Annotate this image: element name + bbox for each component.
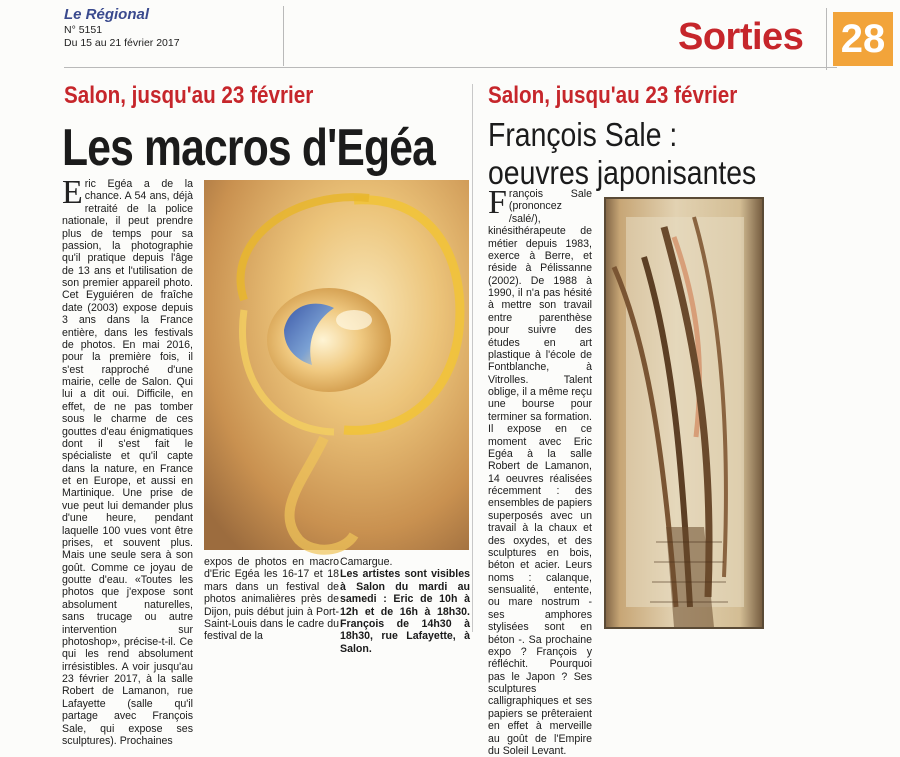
sculpture-photo xyxy=(604,197,764,629)
newspaper-logo: Le Régional xyxy=(64,6,150,23)
left-article-text-1: ric Egéa a de la chance. A 54 ans, déjà retraité de la police nationale, il peut prendre plus de temps pour sa passion, la photographie qu'il pratique depuis l'âge de 13 ans et l'utilisation de son premier appareil photo. Cet Eyguiéren de fraîche date (2003) expose depuis 3 ans dans la France entière, dans les festivals de photos. En mai 2016, pour la première fois, il s'est rapproché d'une mairie, celle de Salon. Qui lui a dit oui. Difficile, en effet, de ne pas tomber sous le charme de ces gouttes d'eau énigmatiques dont il s'est fait le spécialiste et qu'il capte dans la nature, en France et en Europe, et aussi en Martinique. Une prise de vue peut lui demander plus d'une heure, pendant laquelle 100 vues vont être prises, et souvent plus. Mais une seule sera à son goût. Comme ce joyau de goutte d'eau. «Toutes les photos que j'expose sont absolument naturelles, sans trucage ou autre intervention sur photoshop», précise-t-il. Ce qui les rend absolument irrésistibles. A voir jusqu'au 23 février 2017, à la salle Robert de Lamanon, rue Lafayette (salle qu'il partage avec François Sale, qui expose ses sculptures). Prochaines xyxy=(62,178,193,747)
issue-number: N° 5151 xyxy=(64,24,103,36)
left-article-column-2 xyxy=(204,556,339,643)
column-divider xyxy=(472,84,473,632)
left-article-kicker: Salon, jusqu'au 23 février xyxy=(64,82,314,109)
right-article-title-line-1: François Sale : xyxy=(488,116,678,153)
left-article-column-3 xyxy=(340,556,470,655)
left-article-column-1 xyxy=(62,174,193,747)
right-article-title xyxy=(488,116,756,192)
water-drop-photo-art xyxy=(204,180,469,550)
right-article-dropcap: F xyxy=(488,184,507,221)
left-article-text-2: expos de photos en macro d'Eric Egéa les 16-17 et 18 mars dans un festival de photos animalières près de Dijon, puis début juin à Port-Saint-Louis dans le cadre du festival de la xyxy=(204,556,339,643)
right-article-column xyxy=(488,184,592,757)
left-article-dropcap: E xyxy=(62,174,83,211)
sculpture-photo-frame xyxy=(604,197,764,629)
page-number-badge: 28 xyxy=(833,12,893,66)
section-title: Sorties xyxy=(678,16,804,58)
right-article-text: rançois Sale (prononcez /salé/), kinésithérapeute de métier depuis 1983, exerce à Berre, et réside à Pélissanne (2002). De 1988 à 1990, il n'a pas hésité à mettre son travail entre parenthèse pour suivre des études en art plastique à l'école de Fontblanche, à Vitrolles. Talent oblige, il a même reçu une bourse pour terminer sa formation. Il expose en ce moment avec Eric Egéa à la salle Robert de Lamanon, 14 oeuvres réalisées récemment : des ensembles de papiers superposés avec un travail à la chaux et des oxydes, et des sculptures en bois, béton et acier. Leurs noms : calanque, sensualité, entente, ou mare nostrum - ses amphores stylisées sont en béton -. Sa prochaine expo ? François y réfléchit. Pourquoi pas le Japon ? Ses sculptures calligraphiques et ses papiers se prêteraient en effet à merveille au goût de l'Empire du Soleil Levant. xyxy=(488,188,592,757)
right-article-kicker: Salon, jusqu'au 23 février xyxy=(488,82,738,109)
header-rule xyxy=(64,67,837,68)
left-article-title: Les macros d'Egéa xyxy=(62,119,436,177)
section-divider xyxy=(826,8,827,70)
left-article-text-3: Camargue. xyxy=(340,556,393,568)
issue-date: Du 15 au 21 février 2017 xyxy=(64,37,180,49)
right-article-title-line-2: oeuvres japonisantes xyxy=(488,154,757,191)
exhibition-hours: Les artistes sont visibles à Salon du mardi au samedi : Eric de 10h à 12h et de 16h à 18h30. François de 14h30 à 18h30, rue Lafayette, à Salon. xyxy=(340,568,470,655)
water-drop-macro-photo xyxy=(204,180,469,550)
masthead xyxy=(64,6,284,66)
